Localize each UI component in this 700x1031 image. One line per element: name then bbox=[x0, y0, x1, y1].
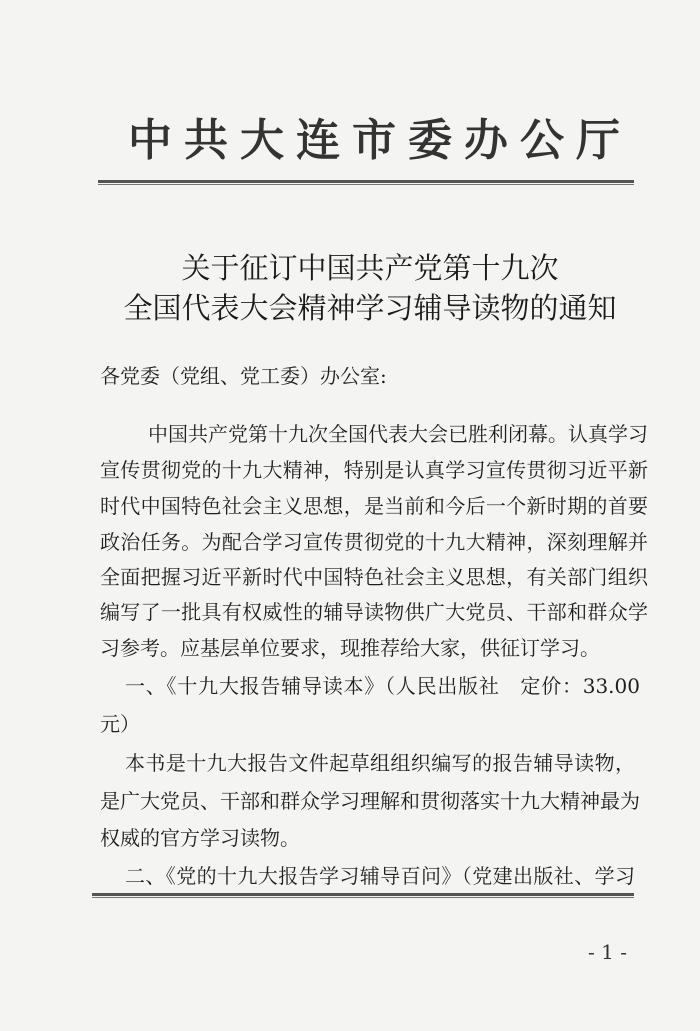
body-line: 政治任务。为配合学习宣传贯彻党的十九大精神，深刻理解并 bbox=[100, 530, 648, 554]
salutation: 各党委（党组、党工委）办公室: bbox=[100, 364, 387, 388]
body-line: 中国共产党第十九次全国代表大会已胜利闭幕。认真学习 bbox=[148, 422, 648, 446]
body-line: 时代中国特色社会主义思想，是当前和今后一个新时期的首要 bbox=[100, 494, 648, 518]
issuing-organization-header: 中共大连市委办公厅 bbox=[128, 115, 632, 166]
item-1-heading: 一、《十九大报告辅导读本》（人民出版社 定价：33.00 bbox=[125, 674, 640, 698]
body-line: 权威的官方学习读物。 bbox=[100, 826, 300, 850]
body-line: 本书是十九大报告文件起草组组织编写的报告辅导读物， bbox=[125, 751, 635, 775]
item-1-heading-cont: 元） bbox=[100, 712, 140, 736]
footer-divider bbox=[92, 893, 634, 898]
header-divider bbox=[98, 180, 634, 185]
document-title-line-2: 全国代表大会精神学习辅导读物的通知 bbox=[123, 291, 617, 325]
page-number: - 1 - bbox=[588, 940, 627, 964]
item-2-heading: 二、《党的十九大报告学习辅导百问》（党建出版社、学习 bbox=[125, 864, 635, 888]
body-line: 习参考。应基层单位要求，现推荐给大家，供征订学习。 bbox=[100, 636, 600, 660]
document-title-line-1: 关于征订中国共产党第十九次 bbox=[181, 251, 559, 285]
body-line: 编写了一批具有权威性的辅导读物供广大党员、干部和群众学 bbox=[100, 600, 648, 624]
body-line: 是广大党员、干部和群众学习理解和贯彻落实十九大精神最为 bbox=[100, 789, 640, 813]
body-line: 全面把握习近平新时代中国特色社会主义思想，有关部门组织 bbox=[100, 565, 648, 589]
body-line: 宣传贯彻党的十九大精神，特别是认真学习宣传贯彻习近平新 bbox=[100, 458, 648, 482]
